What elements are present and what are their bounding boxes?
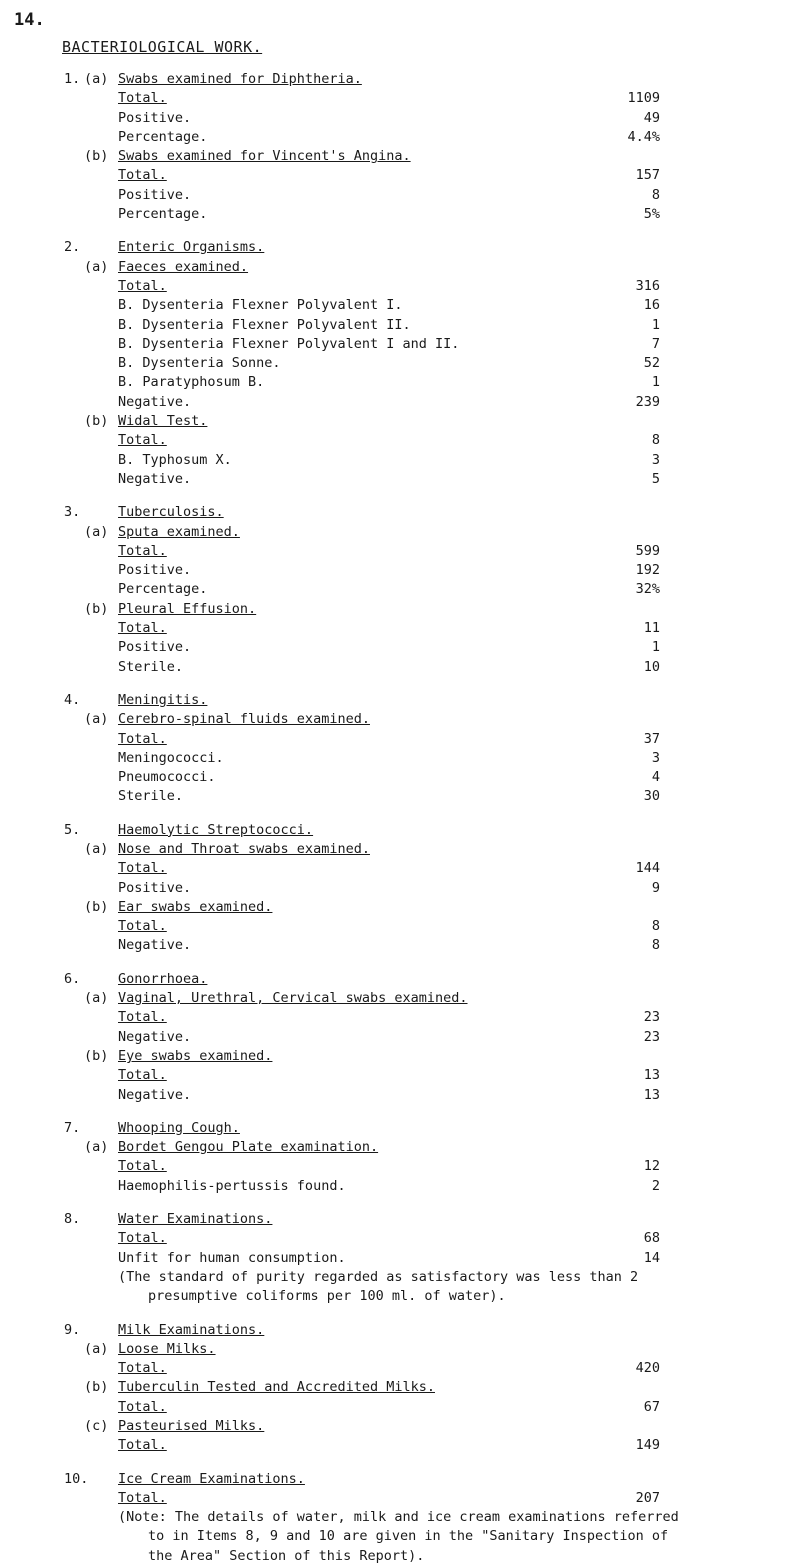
count-value: 316	[635, 277, 660, 294]
count-value: 8	[651, 432, 660, 449]
section-gap	[0, 677, 800, 691]
count-value: 8	[651, 937, 660, 954]
heading-label: Water Examinations.	[118, 1211, 273, 1228]
count-value: 23	[643, 1028, 660, 1045]
line-label: Meningococci.	[118, 749, 224, 766]
section-gap	[0, 1105, 800, 1119]
line-label: B. Typhosum X.	[118, 451, 232, 468]
count-value: 2	[651, 1177, 660, 1194]
report-line	[0, 1047, 800, 1066]
report-body	[0, 70, 800, 1566]
heading-label: Total.	[118, 918, 167, 935]
report-line	[0, 970, 800, 989]
count-value: 12	[643, 1158, 660, 1175]
line-label: Percentage.	[118, 581, 208, 598]
report-line	[0, 186, 800, 205]
count-value: 68	[643, 1230, 660, 1247]
report-line	[0, 451, 800, 470]
report-line	[0, 109, 800, 128]
report-line	[0, 296, 800, 315]
heading-label: Total.	[118, 432, 167, 449]
count-value: 192	[635, 562, 660, 579]
heading-label: Total.	[118, 1398, 167, 1415]
section-number: 7.	[64, 1119, 81, 1136]
subsection-marker: (b)	[84, 600, 109, 617]
line-label: B. Dysenteria Flexner Polyvalent I.	[118, 297, 403, 314]
line-label: Negative.	[118, 1028, 192, 1045]
report-line	[0, 917, 800, 936]
subsection-marker: (a)	[84, 1139, 109, 1156]
line-label: Sterile.	[118, 658, 184, 675]
report-line	[0, 561, 800, 580]
heading-label: Total.	[118, 860, 167, 877]
line-label: Percentage.	[118, 206, 208, 223]
heading-label: Total.	[118, 620, 167, 637]
section-gap	[0, 489, 800, 503]
report-line	[0, 1470, 800, 1489]
report-line	[0, 1138, 800, 1157]
subsection-marker: (b)	[84, 1047, 109, 1064]
section-number: 5.	[64, 821, 81, 838]
report-line	[0, 600, 800, 619]
report-line	[0, 989, 800, 1008]
subsection-marker: (b)	[84, 413, 109, 430]
report-line	[0, 70, 800, 89]
heading-label: Total.	[118, 1437, 167, 1454]
continuation-text: to in Items 8, 9 and 10 are given in the "Sanitary Inspection of	[148, 1528, 669, 1545]
report-line	[0, 730, 800, 749]
report-line	[0, 205, 800, 224]
line-label: B. Dysenteria Flexner Polyvalent I and II.	[118, 335, 460, 352]
report-line	[0, 523, 800, 542]
count-value: 5	[651, 470, 660, 487]
report-line	[0, 147, 800, 166]
subsection-marker: (b)	[84, 1379, 109, 1396]
heading-label: Swabs examined for Vincent's Angina.	[118, 148, 411, 165]
count-value: 149	[635, 1437, 660, 1454]
continuation-text: presumptive coliforms per 100 ml. of water).	[148, 1288, 506, 1305]
line-label: B. Dysenteria Flexner Polyvalent II.	[118, 316, 411, 333]
report-line	[0, 859, 800, 878]
report-line	[0, 89, 800, 108]
report-line	[0, 1086, 800, 1105]
line-label: Haemophilis-pertussis found.	[118, 1177, 346, 1194]
count-value: 37	[643, 730, 660, 747]
report-line	[0, 1287, 800, 1306]
count-value: 14	[643, 1249, 660, 1266]
heading-label: Total.	[118, 1230, 167, 1247]
report-line	[0, 166, 800, 185]
count-value: 3	[651, 749, 660, 766]
subsection-marker: (c)	[84, 1418, 109, 1434]
report-line	[0, 373, 800, 392]
section-gap	[0, 224, 800, 238]
section-number: 2.	[64, 239, 81, 256]
subsection-marker: (a)	[84, 990, 109, 1007]
count-value: 420	[635, 1360, 660, 1377]
line-label: Negative.	[118, 470, 192, 487]
report-line	[0, 658, 800, 677]
count-value: 9	[651, 879, 660, 896]
line-label: (The standard of purity regarded as satisfactory was less than 2	[118, 1268, 639, 1285]
report-line	[0, 1340, 800, 1359]
heading-label: Sputa examined.	[118, 523, 240, 540]
count-value: 1109	[627, 90, 660, 107]
heading-label: Ice Cream Examinations.	[118, 1470, 305, 1487]
heading-label: Whooping Cough.	[118, 1119, 240, 1136]
heading-label: Swabs examined for Diphtheria.	[118, 71, 362, 87]
report-line	[0, 1229, 800, 1248]
line-label: B. Paratyphosum B.	[118, 374, 265, 391]
report-line	[0, 393, 800, 412]
subsection-marker: (a)	[84, 1340, 109, 1357]
report-line	[0, 840, 800, 859]
heading-label: Total.	[118, 1360, 167, 1377]
report-line	[0, 1508, 800, 1527]
report-line	[0, 1210, 800, 1229]
line-label: Sterile.	[118, 788, 184, 805]
count-value: 8	[651, 186, 660, 203]
page-number: 14.	[14, 10, 45, 30]
heading-label: Meningitis.	[118, 691, 208, 708]
heading-label: Ear swabs examined.	[118, 898, 273, 915]
line-label: Positive.	[118, 879, 192, 896]
heading-label: Total.	[118, 90, 167, 107]
heading-label: Enteric Organisms.	[118, 239, 265, 256]
count-value: 144	[635, 860, 660, 877]
page-title: BACTERIOLOGICAL WORK.	[62, 38, 263, 56]
report-line	[0, 1028, 800, 1047]
report-line	[0, 316, 800, 335]
report-line	[0, 768, 800, 787]
report-line	[0, 1417, 800, 1436]
heading-label: Vaginal, Urethral, Cervical swabs examined.	[118, 990, 468, 1007]
report-line	[0, 277, 800, 296]
section-number: 1.	[64, 71, 81, 87]
section-gap	[0, 956, 800, 970]
subsection-marker: (a)	[84, 71, 109, 87]
heading-label: Total.	[118, 1067, 167, 1084]
line-label: (Note: The details of water, milk and ice cream examinations referred	[118, 1509, 679, 1526]
subsection-marker: (b)	[84, 148, 109, 165]
section-number: 10.	[64, 1470, 89, 1487]
section-gap	[0, 807, 800, 821]
count-value: 1	[651, 374, 660, 391]
line-label: Negative.	[118, 937, 192, 954]
continuation-text: the Area" Section of this Report).	[148, 1547, 425, 1564]
report-line	[0, 1119, 800, 1138]
heading-label: Total.	[118, 1158, 167, 1175]
line-label: B. Dysenteria Sonne.	[118, 355, 281, 372]
subsection-marker: (a)	[84, 523, 109, 540]
report-line	[0, 898, 800, 917]
line-label: Negative.	[118, 1086, 192, 1103]
report-line	[0, 787, 800, 806]
subsection-marker: (a)	[84, 840, 109, 857]
heading-label: Gonorrhoea.	[118, 970, 208, 987]
report-line	[0, 619, 800, 638]
heading-label: Tuberculin Tested and Accredited Milks.	[118, 1379, 435, 1396]
heading-label: Pleural Effusion.	[118, 600, 257, 617]
section-number: 9.	[64, 1321, 81, 1338]
report-line	[0, 128, 800, 147]
heading-label: Widal Test.	[118, 413, 208, 430]
report-line	[0, 354, 800, 373]
heading-label: Total.	[118, 1009, 167, 1026]
count-value: 49	[643, 109, 660, 126]
report-line	[0, 749, 800, 768]
report-line	[0, 1436, 800, 1455]
subsection-marker: (a)	[84, 258, 109, 275]
section-number: 8.	[64, 1211, 81, 1228]
count-value: 30	[643, 788, 660, 805]
report-line	[0, 1157, 800, 1176]
count-value: 1	[651, 639, 660, 656]
report-line	[0, 936, 800, 955]
section-gap	[0, 1456, 800, 1470]
report-line	[0, 470, 800, 489]
report-line	[0, 238, 800, 257]
report-line	[0, 1268, 800, 1287]
heading-label: Haemolytic Streptococci.	[118, 821, 314, 838]
heading-label: Total.	[118, 167, 167, 184]
count-value: 10	[643, 658, 660, 675]
heading-label: Eye swabs examined.	[118, 1047, 273, 1064]
report-line	[0, 879, 800, 898]
section-gap	[0, 1307, 800, 1321]
count-value: 207	[635, 1489, 660, 1506]
report-line	[0, 1378, 800, 1397]
section-gap	[0, 1196, 800, 1210]
line-label: Positive.	[118, 186, 192, 203]
count-value: 7	[651, 335, 660, 352]
count-value: 32%	[635, 581, 660, 598]
report-line	[0, 638, 800, 657]
section-number: 3.	[64, 504, 81, 521]
report-line	[0, 821, 800, 840]
count-value: 4	[651, 769, 660, 786]
report-line	[0, 1489, 800, 1508]
heading-label: Total.	[118, 1489, 167, 1506]
section-number: 6.	[64, 970, 81, 987]
report-line	[0, 1066, 800, 1085]
report-line	[0, 431, 800, 450]
count-value: 11	[643, 620, 660, 637]
heading-label: Total.	[118, 542, 167, 559]
count-value: 52	[643, 355, 660, 372]
report-line	[0, 1547, 800, 1566]
heading-label: Total.	[118, 277, 167, 294]
report-line	[0, 1249, 800, 1268]
report-line	[0, 710, 800, 729]
line-label: Pneumococci.	[118, 769, 216, 786]
count-value: 13	[643, 1067, 660, 1084]
report-line	[0, 1008, 800, 1027]
section-number: 4.	[64, 691, 81, 708]
heading-label: Nose and Throat swabs examined.	[118, 840, 370, 857]
report-line	[0, 691, 800, 710]
heading-label: Cerebro-spinal fluids examined.	[118, 711, 370, 728]
count-value: 157	[635, 167, 660, 184]
count-value: 5%	[643, 206, 660, 223]
report-line	[0, 1359, 800, 1378]
count-value: 23	[643, 1009, 660, 1026]
heading-label: Bordet Gengou Plate examination.	[118, 1139, 379, 1156]
report-line	[0, 1398, 800, 1417]
report-line	[0, 1321, 800, 1340]
heading-label: Tuberculosis.	[118, 504, 224, 521]
subsection-marker: (a)	[84, 711, 109, 728]
count-value: 13	[643, 1086, 660, 1103]
count-value: 3	[651, 451, 660, 468]
heading-label: Loose Milks.	[118, 1340, 216, 1357]
count-value: 67	[643, 1398, 660, 1415]
heading-label: Total.	[118, 730, 167, 747]
heading-label: Milk Examinations.	[118, 1321, 265, 1338]
count-value: 4.4%	[627, 128, 660, 145]
line-label: Positive.	[118, 562, 192, 579]
report-line	[0, 1177, 800, 1196]
report-line	[0, 335, 800, 354]
line-label: Positive.	[118, 639, 192, 656]
count-value: 16	[643, 297, 660, 314]
report-line	[0, 580, 800, 599]
line-label: Negative.	[118, 393, 192, 410]
count-value: 239	[635, 393, 660, 410]
count-value: 8	[651, 918, 660, 935]
count-value: 599	[635, 542, 660, 559]
report-line	[0, 542, 800, 561]
report-line	[0, 258, 800, 277]
count-value: 1	[651, 316, 660, 333]
line-label: Unfit for human consumption.	[118, 1249, 346, 1266]
heading-label: Faeces examined.	[118, 258, 249, 275]
line-label: Positive.	[118, 109, 192, 126]
report-line	[0, 412, 800, 431]
line-label: Percentage.	[118, 128, 208, 145]
subsection-marker: (b)	[84, 898, 109, 915]
report-line	[0, 1527, 800, 1546]
report-line	[0, 503, 800, 522]
heading-label: Pasteurised Milks.	[118, 1418, 265, 1434]
